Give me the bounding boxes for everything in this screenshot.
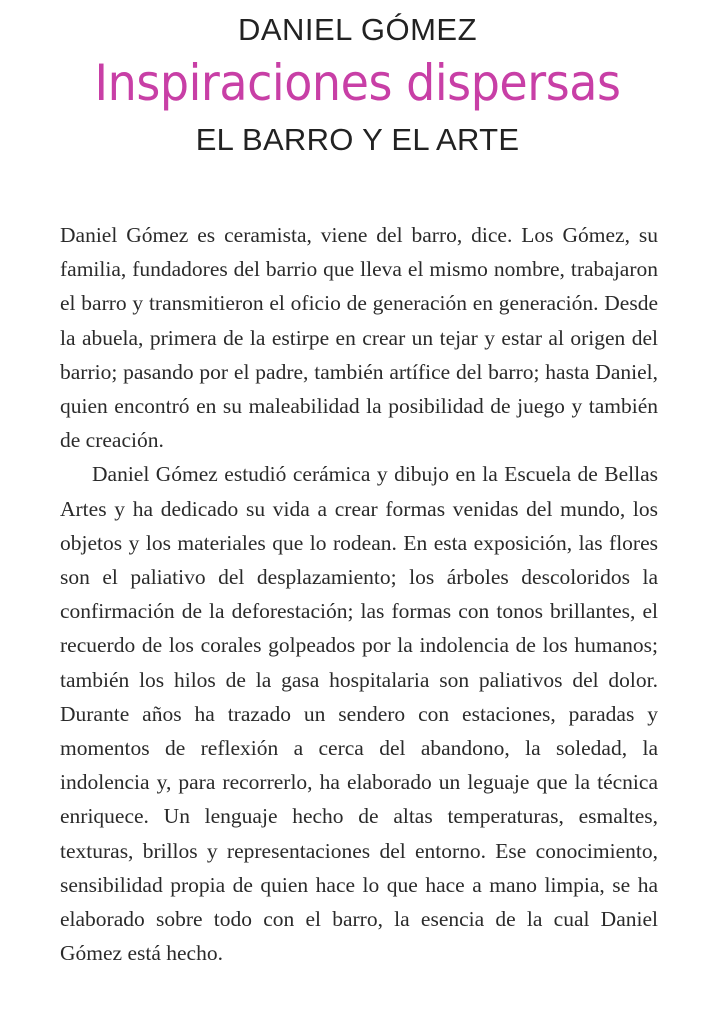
article-body <box>60 218 658 970</box>
header <box>0 10 715 160</box>
paragraph-2: Daniel Gómez estudió cerámica y dibujo en la Escuela de Bellas Artes y ha dedicado su vida a crear formas venidas del mundo, los objetos y los materiales que lo rodean. En esta exposición, las flores son el paliativo del desplazamiento; los árboles descoloridos la confirmación de la deforestación; las formas con tonos brillantes, el recuerdo de los corales golpeados por la indolencia de los humanos; también los hilos de la gasa hospitalaria son paliativos del dolor. Durante años ha trazado un sendero con estaciones, paradas y momentos de reflexión a cerca del abandono, la soledad, la indolencia y, para recorrerlo, ha elaborado un leguaje que la técnica enriquece. Un lenguaje hecho de altas temperaturas, esmaltes, texturas, brillos y representaciones del entorno. Ese conocimiento, sensibilidad propia de quien hace lo que hace a mano limpia, se ha elaborado sobre todo con el barro, la esencia de la cual Daniel Gómez está hecho. <box>60 462 658 966</box>
page-title: Inspiraciones dispersas <box>94 54 621 112</box>
author-name: DANIEL GÓMEZ <box>237 12 478 47</box>
page-subtitle: EL BARRO Y EL ARTE <box>195 122 520 157</box>
paragraph-1: Daniel Gómez es ceramista, viene del barro, dice. Los Gómez, su familia, fundadores del barrio que lleva el mismo nombre, trabajaron el barro y transmitieron el oficio de generación en generación. Desde la abuela, primera de la estirpe en crear un tejar y estar al origen del barrio; pasando por el padre, también artífice del barro; hasta Daniel, quien encontró en su maleabilidad la posibilidad de juego y también de creación. <box>60 223 658 453</box>
